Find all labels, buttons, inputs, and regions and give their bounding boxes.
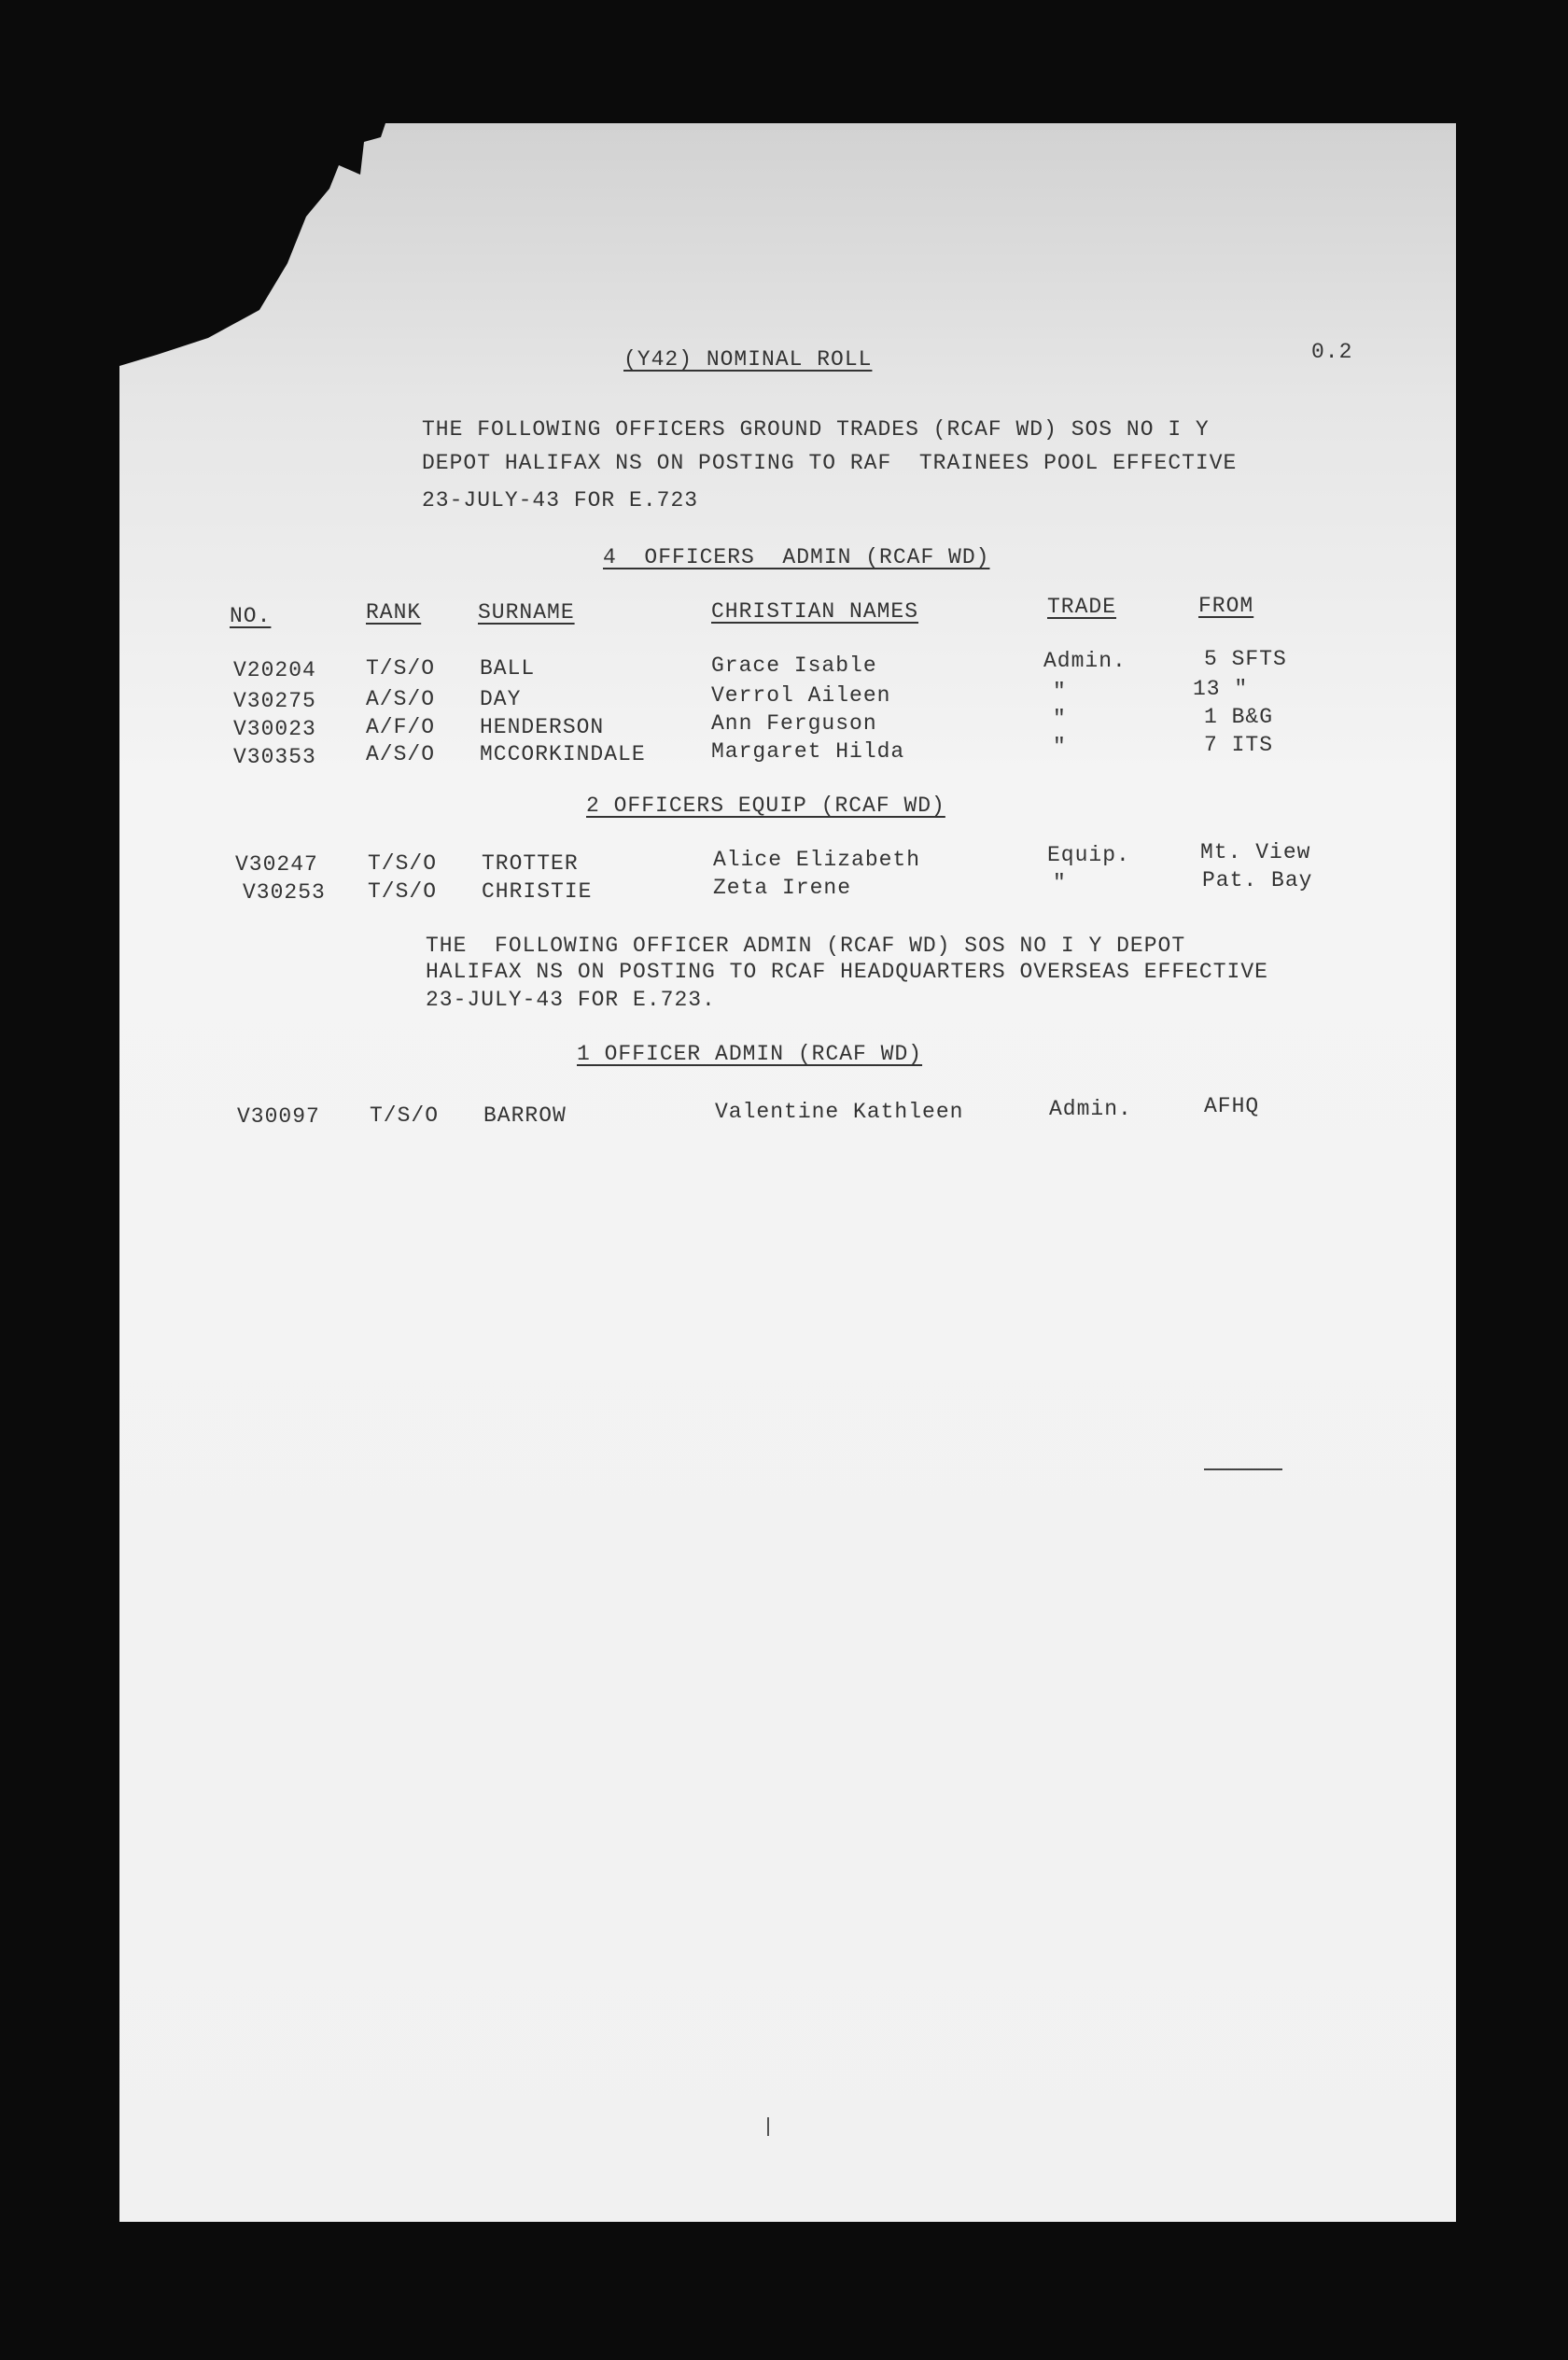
cell-trade: Equip. — [1047, 843, 1130, 867]
cell-from: 7 ITS — [1204, 733, 1274, 757]
cell-rank: T/S/O — [368, 851, 438, 876]
cell-from: 1 B&G — [1204, 705, 1274, 729]
cell-trade: " — [1053, 680, 1067, 704]
posting-paragraph-line: HALIFAX NS ON POSTING TO RCAF HEADQUARTERS OVERSEAS EFFECTIVE — [426, 960, 1268, 984]
cell-trade: Admin. — [1043, 649, 1127, 673]
cell-surname: DAY — [480, 687, 522, 711]
cell-from: AFHQ — [1204, 1094, 1260, 1118]
cell-no: V30023 — [233, 717, 316, 741]
intro-paragraph-line: DEPOT HALIFAX NS ON POSTING TO RAF TRAINEES POOL EFFECTIVE — [422, 451, 1238, 475]
cell-rank: T/S/O — [368, 879, 438, 904]
posting-paragraph-line: THE FOLLOWING OFFICER ADMIN (RCAF WD) SOS NO I Y DEPOT — [426, 934, 1186, 958]
posting-paragraph-line: 23-JULY-43 FOR E.723. — [426, 988, 716, 1012]
cell-surname: CHRISTIE — [482, 879, 593, 904]
column-header-rank: RANK — [366, 600, 422, 625]
cell-names: Margaret Hilda — [711, 739, 905, 764]
cell-rank: A/S/O — [366, 742, 436, 766]
cell-no: V20204 — [233, 658, 316, 682]
column-header-christian-names: CHRISTIAN NAMES — [711, 599, 919, 624]
intro-paragraph-line: THE FOLLOWING OFFICERS GROUND TRADES (RCAF WD) SOS NO I Y — [422, 417, 1210, 442]
cell-trade: " — [1053, 871, 1067, 895]
cell-names: Zeta Irene — [713, 876, 852, 900]
cell-names: Verrol Aileen — [711, 683, 891, 708]
cell-from: 5 SFTS — [1204, 647, 1287, 671]
cell-no: V30097 — [237, 1104, 320, 1129]
cell-names: Alice Elizabeth — [713, 848, 921, 872]
column-header-no: NO. — [230, 604, 272, 628]
cell-surname: HENDERSON — [480, 715, 605, 739]
section-heading: 4 OFFICERS ADMIN (RCAF WD) — [603, 545, 990, 569]
cell-from: Pat. Bay — [1202, 868, 1313, 892]
cell-surname: TROTTER — [482, 851, 579, 876]
column-header-surname: SURNAME — [478, 600, 575, 625]
cell-rank: A/F/O — [366, 715, 436, 739]
cell-no: V30275 — [233, 689, 316, 713]
section-heading: 2 OFFICERS EQUIP (RCAF WD) — [586, 794, 945, 818]
cell-names: Grace Isable — [711, 653, 877, 678]
cell-trade: " — [1053, 735, 1067, 759]
cell-surname: BALL — [480, 656, 536, 681]
document-title: (Y42) NOMINAL ROLL — [623, 347, 873, 372]
cell-from: Mt. View — [1200, 840, 1311, 864]
cell-from: 13 " — [1193, 677, 1249, 701]
section-heading: 1 OFFICER ADMIN (RCAF WD) — [577, 1042, 923, 1066]
cell-trade: " — [1053, 707, 1067, 731]
column-header-from: FROM — [1198, 594, 1254, 618]
cell-rank: T/S/O — [370, 1103, 440, 1128]
page-reference: 0.2 — [1311, 340, 1353, 364]
cell-rank: T/S/O — [366, 656, 436, 681]
cell-names: Ann Ferguson — [711, 711, 877, 736]
cell-rank: A/S/O — [366, 687, 436, 711]
cell-no: V30247 — [235, 852, 318, 877]
stray-mark — [767, 2117, 769, 2136]
cell-names: Valentine Kathleen — [715, 1100, 964, 1124]
cell-no: V30353 — [233, 745, 316, 769]
stray-rule — [1204, 1468, 1282, 1470]
column-header-trade: TRADE — [1047, 595, 1117, 619]
cell-trade: Admin. — [1049, 1097, 1132, 1121]
cell-surname: BARROW — [483, 1103, 567, 1128]
cell-no: V30253 — [243, 880, 326, 905]
cell-surname: MCCORKINDALE — [480, 742, 646, 766]
intro-paragraph-line: 23-JULY-43 FOR E.723 — [422, 488, 699, 513]
